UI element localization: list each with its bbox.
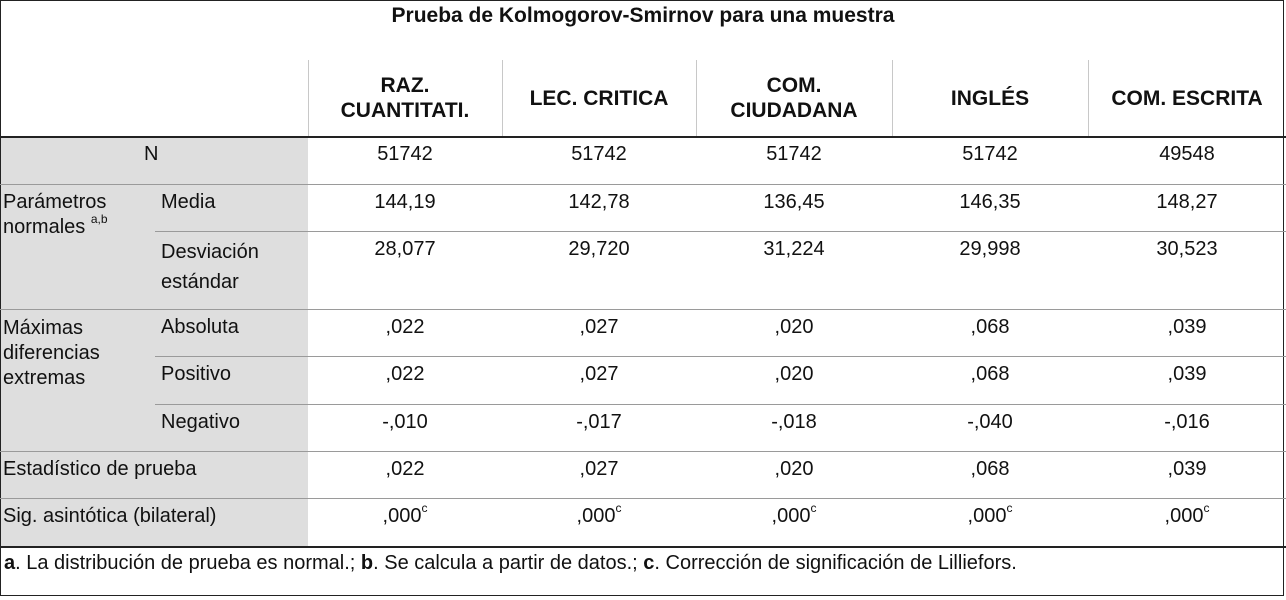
- table-cell: -,017: [576, 411, 622, 433]
- table-cell: ,022: [385, 458, 425, 480]
- table-cell: ,020: [774, 316, 814, 338]
- row-label-desviacion: Desviación estándar: [161, 241, 259, 293]
- header-rule: [0, 136, 1286, 138]
- table-cell: 142,78: [568, 191, 630, 213]
- table-cell: ,000$^c$: [382, 501, 428, 527]
- table-cell: ,020: [774, 363, 814, 385]
- footnote-marker: c: [810, 501, 817, 516]
- table-title: Prueba de Kolmogorov-Smirnov para una muestra: [391, 4, 895, 27]
- row-divider: [155, 404, 1286, 405]
- row-divider: [155, 231, 1286, 232]
- table-cell: ,000$^c$: [771, 501, 817, 527]
- row-divider: [0, 184, 1286, 185]
- column-header-raz-cuantitati: RAZ. CUANTITATI.: [340, 74, 470, 122]
- table-cell: ,027: [579, 363, 619, 385]
- footer-rule: [0, 546, 1286, 548]
- table-cell: -,016: [1164, 411, 1210, 433]
- footnote-marker: a,b: [90, 212, 108, 227]
- table-cell: ,068: [970, 316, 1010, 338]
- footnote-marker: c: [421, 501, 428, 516]
- table-cell: ,039: [1167, 363, 1207, 385]
- row-label-n: N: [144, 143, 159, 165]
- row-label-estadistico: Estadístico de prueba: [3, 458, 197, 480]
- table-cell: 28,077: [374, 238, 436, 260]
- table-cell: 29,720: [568, 238, 630, 260]
- column-header-ingles: INGLÉS: [950, 86, 1030, 110]
- row-group-label-maximas: Máximas diferencias extremas: [3, 317, 100, 389]
- footnote-marker: c: [1203, 501, 1210, 516]
- row-label-negativo: Negativo: [161, 411, 240, 433]
- table-cell: 136,45: [763, 191, 825, 213]
- table-cell: ,020: [774, 458, 814, 480]
- table-cell: -,040: [967, 411, 1013, 433]
- table-cell: 148,27: [1156, 191, 1218, 213]
- table-footnote: a. La distribución de prueba es normal.; b. Se calcula a partir de datos.; c. Corrección de significación de Lilliefors.: [4, 552, 1017, 574]
- footnote-marker: c: [1006, 501, 1013, 516]
- table-cell: 51742: [962, 143, 1018, 165]
- table-cell: 49548: [1159, 143, 1215, 165]
- row-divider: [0, 451, 1286, 452]
- table-cell: ,027: [579, 458, 619, 480]
- table-cell: 31,224: [763, 238, 825, 260]
- table-cell: ,039: [1167, 316, 1207, 338]
- table-cell: 30,523: [1156, 238, 1218, 260]
- table-cell: 51742: [571, 143, 627, 165]
- table-cell: 29,998: [959, 238, 1021, 260]
- column-header-com-escrita: COM. ESCRITA: [1111, 86, 1263, 110]
- table-cell: ,022: [385, 316, 425, 338]
- table-cell: ,027: [579, 316, 619, 338]
- table-cell: 51742: [766, 143, 822, 165]
- table-cell: 51742: [377, 143, 433, 165]
- table-cell: ,022: [385, 363, 425, 385]
- table-cell: ,068: [970, 363, 1010, 385]
- row-divider: [155, 356, 1286, 357]
- table-cell: ,000$^c$: [576, 501, 622, 527]
- table-cell: ,039: [1167, 458, 1207, 480]
- table-cell: -,010: [382, 411, 428, 433]
- column-header-com-ciudadana: COM. CIUDADANA: [730, 74, 858, 122]
- row-label-media: Media: [161, 191, 216, 213]
- column-header-lec-critica: LEC. CRITICA: [529, 86, 669, 110]
- row-group-label-parametros: Parámetros normales $^{a,b}$: [3, 191, 108, 238]
- table-cell: ,000$^c$: [1164, 501, 1210, 527]
- row-divider: [0, 498, 1286, 499]
- row-label-sig: Sig. asintótica (bilateral): [3, 505, 217, 527]
- table-cell: -,018: [771, 411, 817, 433]
- row-label-absoluta: Absoluta: [161, 316, 239, 338]
- table-cell: ,068: [970, 458, 1010, 480]
- table-cell: 144,19: [374, 191, 436, 213]
- row-divider: [0, 309, 1286, 310]
- footnote-marker: c: [615, 501, 622, 516]
- table-cell: ,000$^c$: [967, 501, 1013, 527]
- row-label-positivo: Positivo: [161, 363, 232, 385]
- table-cell: 146,35: [959, 191, 1021, 213]
